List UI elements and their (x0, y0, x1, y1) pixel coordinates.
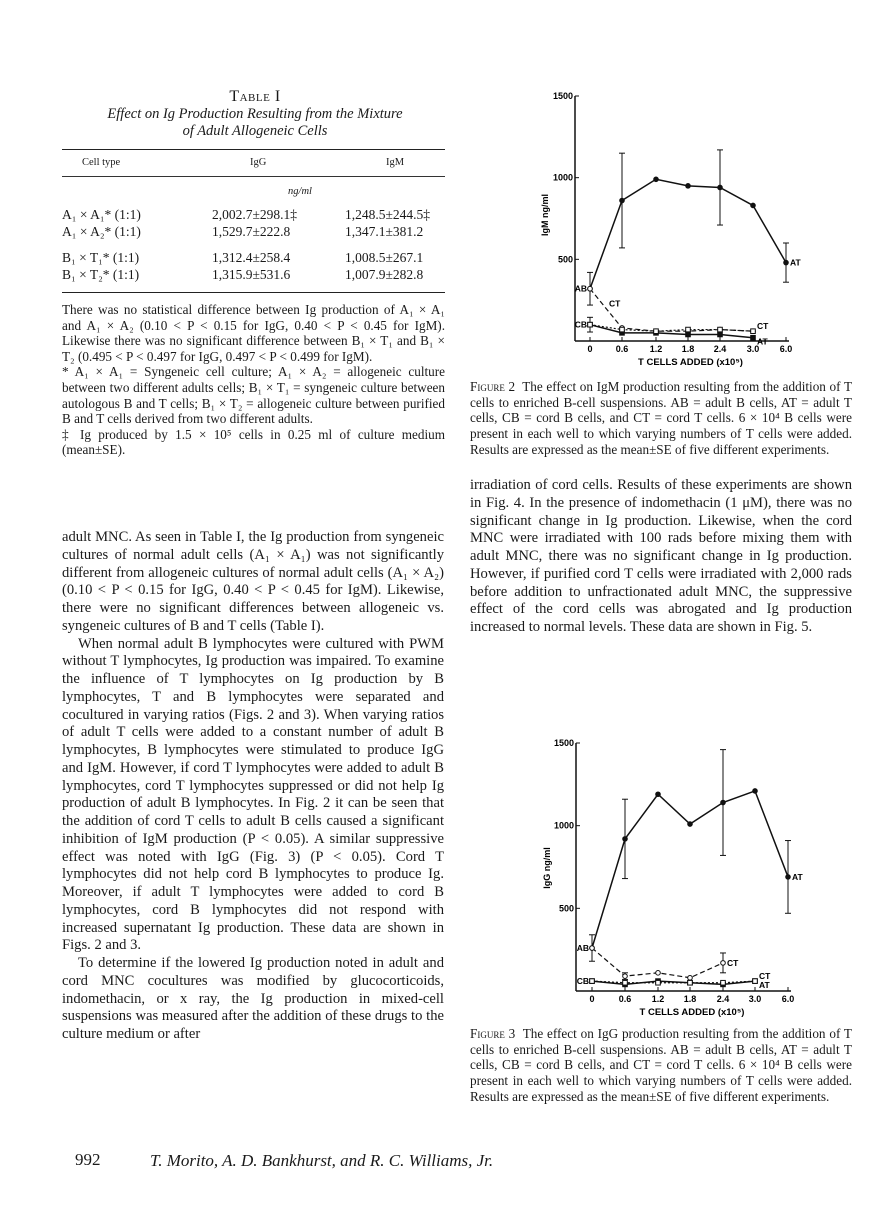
data-point (654, 177, 659, 182)
x-tick-label: 0 (587, 344, 593, 354)
table-note: There was no statistical difference between Ig production of A₁ × A₁ and A₁ × A₂ (0.10 < P < 0.15 for IgG, 0.40 < P < 0.45 for IgM). Likewise there was no significant difference between B₁ × T₁ and B₁ × T₂ (0.495 < P < 0.497 for IgG, 0.497 < P < 0.499 for IgM). (62, 302, 445, 364)
cell-type: A₁ × A₁* (1:1) (62, 207, 141, 222)
column-header-cell-type: Cell type (82, 157, 121, 168)
data-point (753, 979, 758, 984)
figure-3-label: Figure 3 (470, 1026, 516, 1041)
chart-figure-2 (540, 91, 802, 368)
data-point (753, 789, 758, 794)
igg-value: 1,312.4±258.4 (212, 250, 291, 265)
igm-value: 1,008.5±267.1 (345, 250, 424, 265)
chart-figure-3 (542, 738, 804, 1018)
y-tick-label: 500 (557, 254, 573, 265)
x-tick-label: 6.0 (779, 344, 793, 354)
x-tick-label: 1.2 (651, 994, 665, 1004)
data-point (590, 946, 595, 951)
x-tick-label: 1.8 (683, 994, 697, 1004)
data-point (751, 335, 756, 340)
paragraph: irradiation of cord cells. Results of these experiments are shown in Fig. 4. In the presence of indomethacin (1 μM), there was no significant change in Ig production. Likewise, when the cord MNC were irradiated with 100 rads before mixing them with adult MNC, there was no significant change in Ig production. However, if purified cord T cells were irradiated with 2,000 rads before addition to unfractionated adult MNC, the suppressive effect of the cord cells was abrogated and Ig production increased to normal levels. These data are shown in Fig. 5. (470, 477, 852, 635)
table-title: Table I (229, 88, 281, 105)
y-axis-label: IgM ng/ml (540, 194, 550, 236)
x-tick-label: 3.0 (748, 994, 762, 1004)
series-label: CT (757, 321, 769, 332)
series-start-label: AB (576, 943, 589, 954)
paragraph: To determine if the lowered Ig production noted in adult and cord MNC cocultures was modified by glucocorticoids, indomethacin, or x ray, the Ig production in mixed-cell suspensions was measured after the addition of these drugs to the culture medium or after (62, 955, 444, 1042)
series-label: AT (790, 257, 801, 268)
data-point (656, 980, 661, 985)
data-point (620, 198, 625, 203)
table-caption-line: of Adult Allogeneic Cells (182, 123, 328, 139)
data-point (784, 260, 789, 265)
data-point (686, 327, 691, 332)
data-point (656, 792, 661, 797)
series-start-label: CB (574, 319, 587, 330)
igg-value: 2,002.7±298.1‡ (212, 207, 298, 222)
series-label: AT (757, 336, 768, 347)
table-footnote-asterisk: * A₁ × A₁ = Syngeneic cell culture; A₁ × A₂ = allogeneic culture between two different adults cells; B₁ × T₁ = syngeneic culture between autologous B and T cells; B₁ × T₂ = allogeneic culture between purified B and T cells derived from two different adults. (62, 364, 445, 427)
y-tick-label: 1500 (552, 91, 573, 101)
cell-type: A₁ × A₂* (1:1) (62, 224, 141, 239)
x-tick-label: 2.4 (716, 994, 730, 1004)
y-tick-label: 500 (558, 903, 574, 914)
y-tick-label: 1500 (553, 738, 574, 748)
table-caption-line: Effect on Ig Production Resulting from the Mixture (107, 106, 403, 122)
series-line-ab-at (590, 179, 786, 288)
x-tick-label: 0.6 (615, 344, 629, 354)
data-point (786, 875, 791, 880)
igm-value: 1,007.9±282.8 (345, 267, 424, 282)
series-label: CT (727, 957, 739, 968)
series-start-label: AB (574, 283, 587, 294)
table-footnote-double-dagger: ‡ Ig produced by 1.5 × 10⁵ cells in 0.25 ml of culture medium (mean±SE). (62, 426, 445, 458)
data-point (751, 203, 756, 208)
paragraph: adult MNC. As seen in Table I, the Ig production from syngeneic cultures of normal adult cells (A₁ × A₁) was not significantly different from allogeneic cultures of normal adult cells (A₁ × A₂) (0.10 < P < 0.15 for IgG, 0.40 < P < 0.45 for IgM). Likewise, there were no significant differences between allogeneic vs. syngeneic cultures of B and T cells (Table I). (62, 529, 444, 634)
x-tick-label: 1.2 (649, 344, 663, 354)
data-point (721, 961, 726, 966)
x-tick-label: 0 (589, 994, 595, 1004)
data-point (718, 327, 723, 332)
x-tick-label: 1.8 (681, 344, 695, 354)
table-unit: ng/ml (288, 186, 312, 197)
cell-type: B₁ × T₂* (1:1) (62, 267, 140, 282)
series-label: AT (792, 871, 803, 882)
data-point (588, 322, 593, 327)
series-start-label: CB (576, 976, 589, 987)
x-tick-label: 6.0 (781, 994, 795, 1004)
data-point (590, 979, 595, 984)
running-footer-authors: T. Morito, A. D. Bankhurst, and R. C. Williams, Jr. (150, 1151, 494, 1170)
y-axis-label: IgG ng/ml (542, 847, 552, 889)
data-point (588, 286, 593, 291)
cell-type: B₁ × T₁* (1:1) (62, 250, 140, 265)
x-tick-label: 2.4 (713, 344, 727, 354)
column-header-igg: IgG (250, 157, 267, 168)
data-point (620, 327, 625, 332)
data-point (721, 800, 726, 805)
x-axis-label: T CELLS ADDED (x10⁵) (639, 1007, 745, 1018)
series-label: AT (759, 980, 770, 991)
data-point (623, 974, 628, 979)
data-point (751, 329, 756, 334)
paragraph: When normal adult B lymphocytes were cultured with PWM without T lymphocytes, Ig production was impaired. To examine the influence of T lymphocytes on Ig production by B lymphocytes, T and B lymphocytes were separated and cocultured in varying ratios (Figs. 2 and 3). When varying ratios of adult T cells were added to a constant number of adult B lymphocytes, B lymphocytes were stimulated to produce IgG and IgM. However, if cord T lymphocytes were added to adult B lymphocytes, cord T lymphocytes suppressed or did not help Ig production of adult B lymphocytes. In Fig. 2 it can be seen that the addition of cord T cells to adult B cells caused a significant inhibition of IgM production (P < 0.05). A similar suppressive effect was noted with IgG (Fig. 3) (P < 0.05). Cord T lymphocytes did not help cord B lymphocytes to produce Ig. Moreover, if adult T lymphocytes were added to cord B lymphocytes, cord B lymphocytes did not respond with increased supernatant Ig production. These data are shown in Figs. 2 and 3. (62, 635, 444, 954)
data-point (623, 980, 628, 985)
figure-2-caption-text: The effect on IgM production resulting from the addition of T cells to enriched B-cell suspensions. AB = adult B cells, AT = adult T cells, CB = cord B cells, and CT = cord T cells. 6 × 10⁴ B cells were present in each well to which varying numbers of T cells were added. Results are expressed as the mean±SE of five different experiments. (470, 379, 852, 457)
data-point (721, 980, 726, 985)
y-tick-label: 1000 (553, 820, 574, 831)
data-point (656, 971, 661, 976)
page-number: 992 (75, 1150, 101, 1169)
data-point (686, 332, 691, 337)
data-point (718, 185, 723, 190)
series-line-ab-ct (590, 289, 753, 331)
figure-2-label: Figure 2 (470, 379, 516, 394)
x-tick-label: 0.6 (618, 994, 632, 1004)
figure-3-caption-text: The effect on IgG production resulting from the addition of T cells to enriched B-cell suspensions. AB = adult B cells, AT = adult T cells, CB = cord B cells, and CT = cord T cells. 6 × 10⁴ B cells were present in each well to which varying numbers of T cells were added. Results are expressed as the mean±SE of five different experiments. (470, 1026, 852, 1104)
x-axis-label: T CELLS ADDED (x10⁵) (638, 357, 743, 368)
data-point (686, 184, 691, 189)
data-point (688, 980, 693, 985)
igm-value: 1,248.5±244.5‡ (345, 207, 431, 222)
column-header-igm: IgM (386, 157, 405, 168)
data-point (718, 332, 723, 337)
data-point (688, 975, 693, 980)
igg-value: 1,315.9±531.6 (212, 267, 291, 282)
series-line-ab-at (592, 791, 788, 948)
igm-value: 1,347.1±381.2 (345, 224, 424, 239)
data-point (688, 822, 693, 827)
x-tick-label: 3.0 (746, 344, 760, 354)
series-label: CT (609, 298, 621, 309)
series-label: CT (759, 971, 771, 982)
data-point (654, 329, 659, 334)
y-tick-label: 1000 (552, 172, 573, 183)
igg-value: 1,529.7±222.8 (212, 224, 291, 239)
data-point (623, 837, 628, 842)
